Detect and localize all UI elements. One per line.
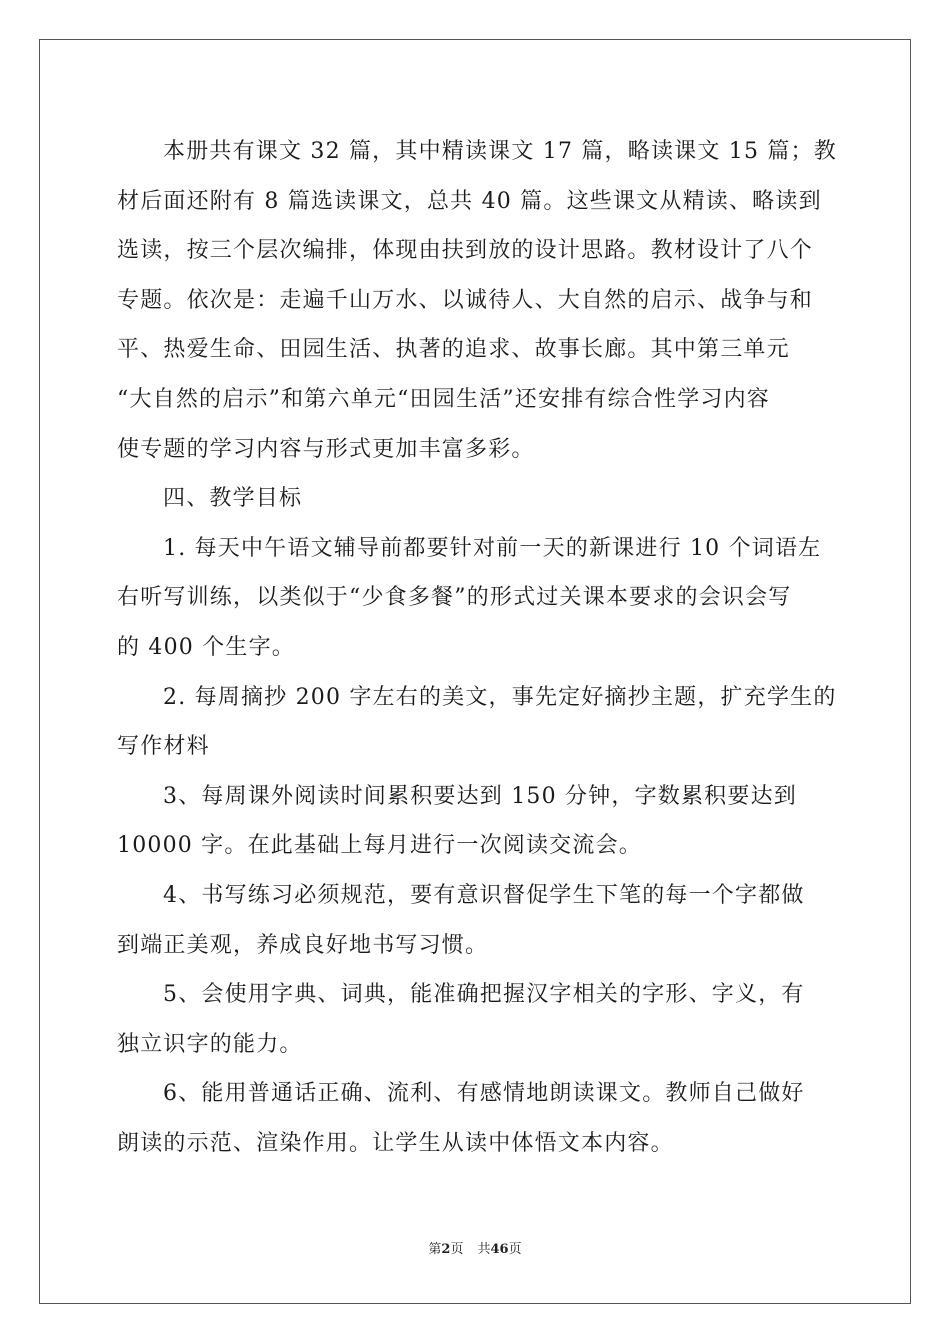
paragraph-line: “大自然的启示”和第六单元“田园生活”还安排有综合性学习内容	[117, 386, 770, 412]
total-pages: 46	[490, 1242, 509, 1257]
paragraph-line: 独立识字的能力。	[117, 1031, 303, 1057]
paragraph-line: 右听写训练，以类似于“少食多餐”的形式过关课本要求的会识会写	[117, 585, 792, 611]
paragraph-line: 写作材料	[117, 734, 210, 760]
section-heading: 四、教学目标	[163, 486, 303, 512]
paragraph-line: 使专题的学习内容与形式更加丰富多彩。	[117, 436, 535, 462]
paragraph-line: 平、热爱生命、田园生活、执著的追求、故事长廊。其中第三单元	[117, 337, 790, 363]
paragraph-line: 专题。依次是：走遍千山万水、以诚待人、大自然的启示、战争与和	[117, 287, 814, 313]
paragraph-line: 10000 字。在此基础上每月进行一次阅读交流会。	[117, 833, 642, 859]
document-body	[117, 127, 837, 1168]
paragraph-line: 3、每周课外阅读时间累积要达到 150 分钟，字数累积要达到	[163, 783, 797, 809]
paragraph-line: 1. 每天中午语文辅导前都要针对前一天的新课进行 10 个词语左	[163, 535, 822, 561]
total-prefix: 共	[477, 1242, 491, 1257]
page-prefix: 第	[428, 1242, 442, 1257]
paragraph-line: 到端正美观，养成良好地书写习惯。	[117, 932, 489, 958]
paragraph-line: 材后面还附有 8 篇选读课文，总共 40 篇。这些课文从精读、略读到	[117, 188, 822, 214]
paragraph-line: 2. 每周摘抄 200 字左右的美文，事先定好摘抄主题，扩充学生的	[163, 684, 837, 710]
paragraph-line: 的 400 个生字。	[117, 634, 295, 660]
paragraph-line: 6、能用普通话正确、流利、有感情地朗读课文。教师自己做好	[163, 1081, 805, 1107]
page-number: 2	[441, 1242, 451, 1257]
paragraph-line: 本册共有课文 32 篇，其中精读课文 17 篇，略读课文 15 篇；教	[163, 139, 837, 164]
page-suffix: 页	[450, 1242, 464, 1257]
total-suffix: 页	[508, 1242, 522, 1257]
paragraph-line: 5、会使用字典、词典，能准确把握汉字相关的字形、字义，有	[163, 982, 805, 1008]
paragraph-line: 朗读的示范、渲染作用。让学生从读中体悟文本内容。	[117, 1130, 674, 1156]
page-footer	[0, 1240, 950, 1260]
paragraph-line: 选读，按三个层次编排，体现由扶到放的设计思路。教材设计了八个	[117, 238, 814, 264]
paragraph-line: 4、书写练习必须规范，要有意识督促学生下笔的每一个字都做	[163, 882, 805, 908]
